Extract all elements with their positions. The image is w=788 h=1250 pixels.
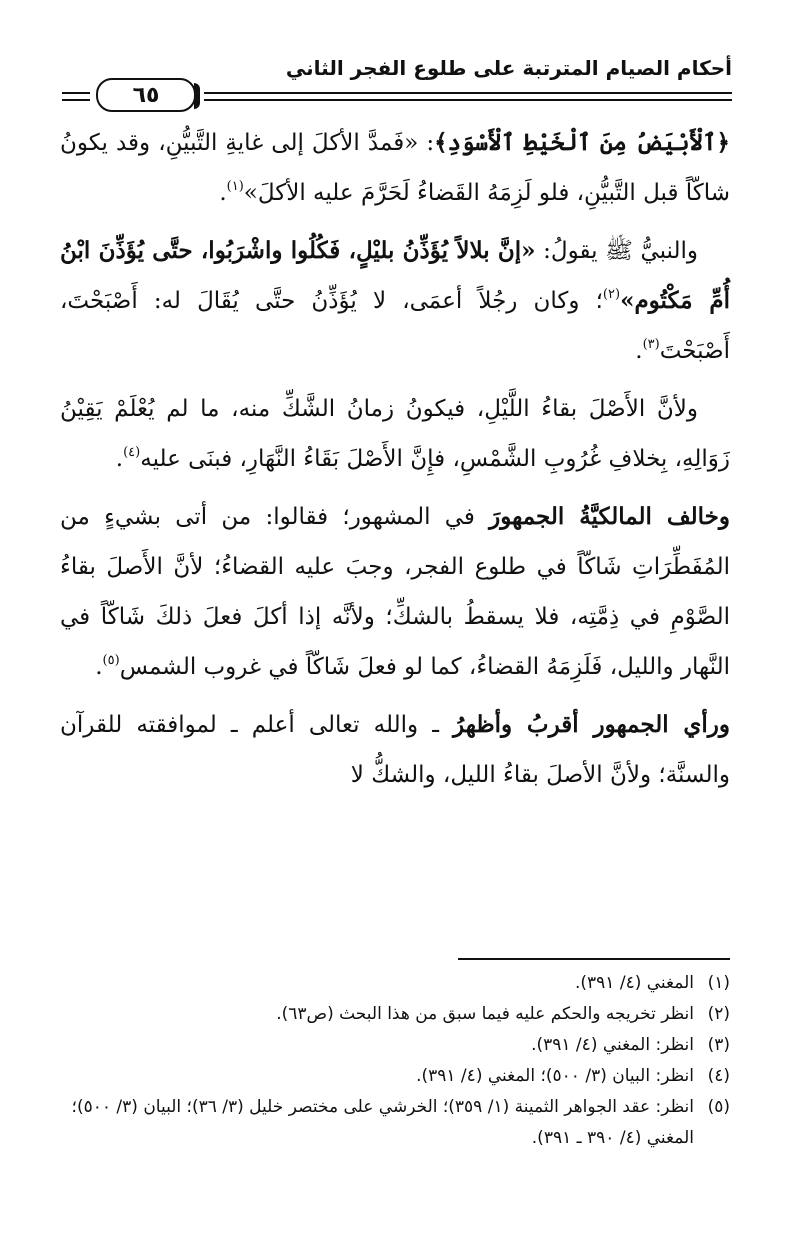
footnote-number: (٣)	[707, 1035, 730, 1055]
footnote-ref-2[interactable]: (٢)	[602, 287, 621, 302]
footnotes	[56, 968, 730, 1154]
footnote-number: (٥)	[707, 1097, 730, 1117]
footnote-ref-1[interactable]: (١)	[226, 179, 244, 194]
footnote-text: انظر تخريجه والحكم عليه فيما سبق من هذا البحث (ص٦٣).	[276, 1004, 694, 1024]
paragraph-4-end: .	[95, 654, 103, 680]
paragraph-5-lead: ورأي الجمهور أقربُ وأظهرُ	[453, 711, 730, 738]
paragraph-3-end: .	[115, 446, 124, 472]
running-title: أحكام الصيام المترتبة على طلوع الفجر الثاني	[285, 56, 732, 80]
paragraph-4	[60, 492, 730, 692]
footnote-4	[56, 1061, 730, 1092]
paragraph-1-end: .	[219, 180, 227, 206]
paragraph-2-text: ؛ وكان رجُلاً أعمَى، لا يُؤَذِّنُ حتَّى يُقَالَ له: أَصْبَحْتَ، أَصْبَحْتَ	[60, 288, 730, 364]
header-rule-left-bottom	[62, 99, 90, 101]
quran-quote: ﴿ٱلْأَبْيَضُ مِنَ ٱلْخَيْطِ ٱلْأَسْوَدِ﴾	[434, 129, 730, 156]
paragraph-3	[60, 384, 730, 484]
paragraph-3-text: ولأنَّ الأَصْلَ بقاءُ اللَّيْلِ، فيكونُ زمانُ الشَّكِّ منه، ما لم يُعْلَمْ يَقِيْنُ زَوَالِهِ، بِخلافِ غُرُوبِ الشَّمْسِ، فإِنَّ الأَصْلَ بَقَاءُ النَّهَارِ، فبنَى عليه	[60, 396, 730, 472]
header-rule-left-top	[62, 92, 90, 94]
paragraph-5-text: ـ والله تعالى أعلم ـ لموافقته للقرآن والسنَّة؛ ولأنَّ الأصلَ بقاءُ الليل، والشكُّ لا	[60, 712, 730, 788]
footnote-2	[56, 999, 730, 1030]
footnote-text: المغني (٤/ ٣٩١).	[574, 973, 694, 993]
running-header	[62, 56, 732, 106]
footnote-1	[56, 968, 730, 999]
footnote-text: انظر: المغني (٤/ ٣٩١).	[531, 1035, 694, 1055]
footnote-text: انظر: عقد الجواهر الثمينة (١/ ٣٥٩)؛ الخرشي على مختصر خليل (٣/ ٣٦)؛ البيان (٣/ ٥٠٠)؛ المغني (٤/ ٣٩٠ ـ ٣٩١).	[71, 1097, 694, 1148]
paragraph-4-lead: وخالف المالكيَّةُ الجمهورَ	[489, 503, 730, 530]
header-rule-right-top	[204, 92, 732, 94]
hadith-quote: «إنَّ بلالاً يُؤَذِّنُ بليْلٍ، فَكُلُوا واشْرَبُوا، حتَّى يُؤَذِّنَ ابْنُ أُمِّ مَكْتُوم»	[60, 237, 730, 314]
footnote-separator	[458, 958, 730, 960]
paragraph-1-text: : «فَمدَّ الأكلَ إلى غايةِ التَّبيُّنِ، وقد يكونُ شاكّاً قبل التَّبيُّنِ، فلو لَزِمَهُ القَضاءُ لَحَرَّمَ عليه الأكلَ»	[60, 130, 730, 206]
footnote-ref-5[interactable]: (٥)	[102, 653, 120, 668]
footnote-3	[56, 1030, 730, 1061]
paragraph-4-text: في المشهور؛ فقالوا: من أتى بشيءٍ من المُفَطِّرَاتِ شَاكّاً في طلوع الفجر، وجبَ عليه القضاءُ؛ لأنَّ الأَصلَ بقاءُ الصَّوْمِ في ذِمَّتِه، فلا يسقطُ بالشكِّ؛ ولأنَّه إذا أكلَ فعلَ ذلكَ شَاكّاً في النَّهار والليل، فَلَزِمَهُ القضاءُ، كما لو فعلَ شَاكّاً في غروب الشمس	[60, 504, 730, 680]
footnote-ref-4[interactable]: (٤)	[123, 445, 141, 460]
footnote-text: انظر: البيان (٣/ ٥٠٠)؛ المغني (٤/ ٣٩١).	[416, 1066, 694, 1086]
footnote-ref-3[interactable]: (٣)	[642, 337, 660, 352]
paragraph-2-end: .	[635, 338, 643, 364]
footnote-number: (١)	[707, 973, 730, 993]
paragraph-5	[60, 700, 730, 800]
paragraph-1	[60, 118, 730, 218]
body-text	[60, 118, 730, 800]
page-number: ٦٥	[96, 78, 196, 112]
paragraph-2	[60, 226, 730, 376]
footnote-number: (٢)	[707, 1004, 730, 1024]
header-rule-right-bottom	[204, 99, 732, 101]
footnote-5	[56, 1092, 730, 1154]
footnote-number: (٤)	[707, 1066, 730, 1086]
paragraph-2-intro: والنبيُّ ﷺ يقولُ:	[535, 238, 698, 264]
